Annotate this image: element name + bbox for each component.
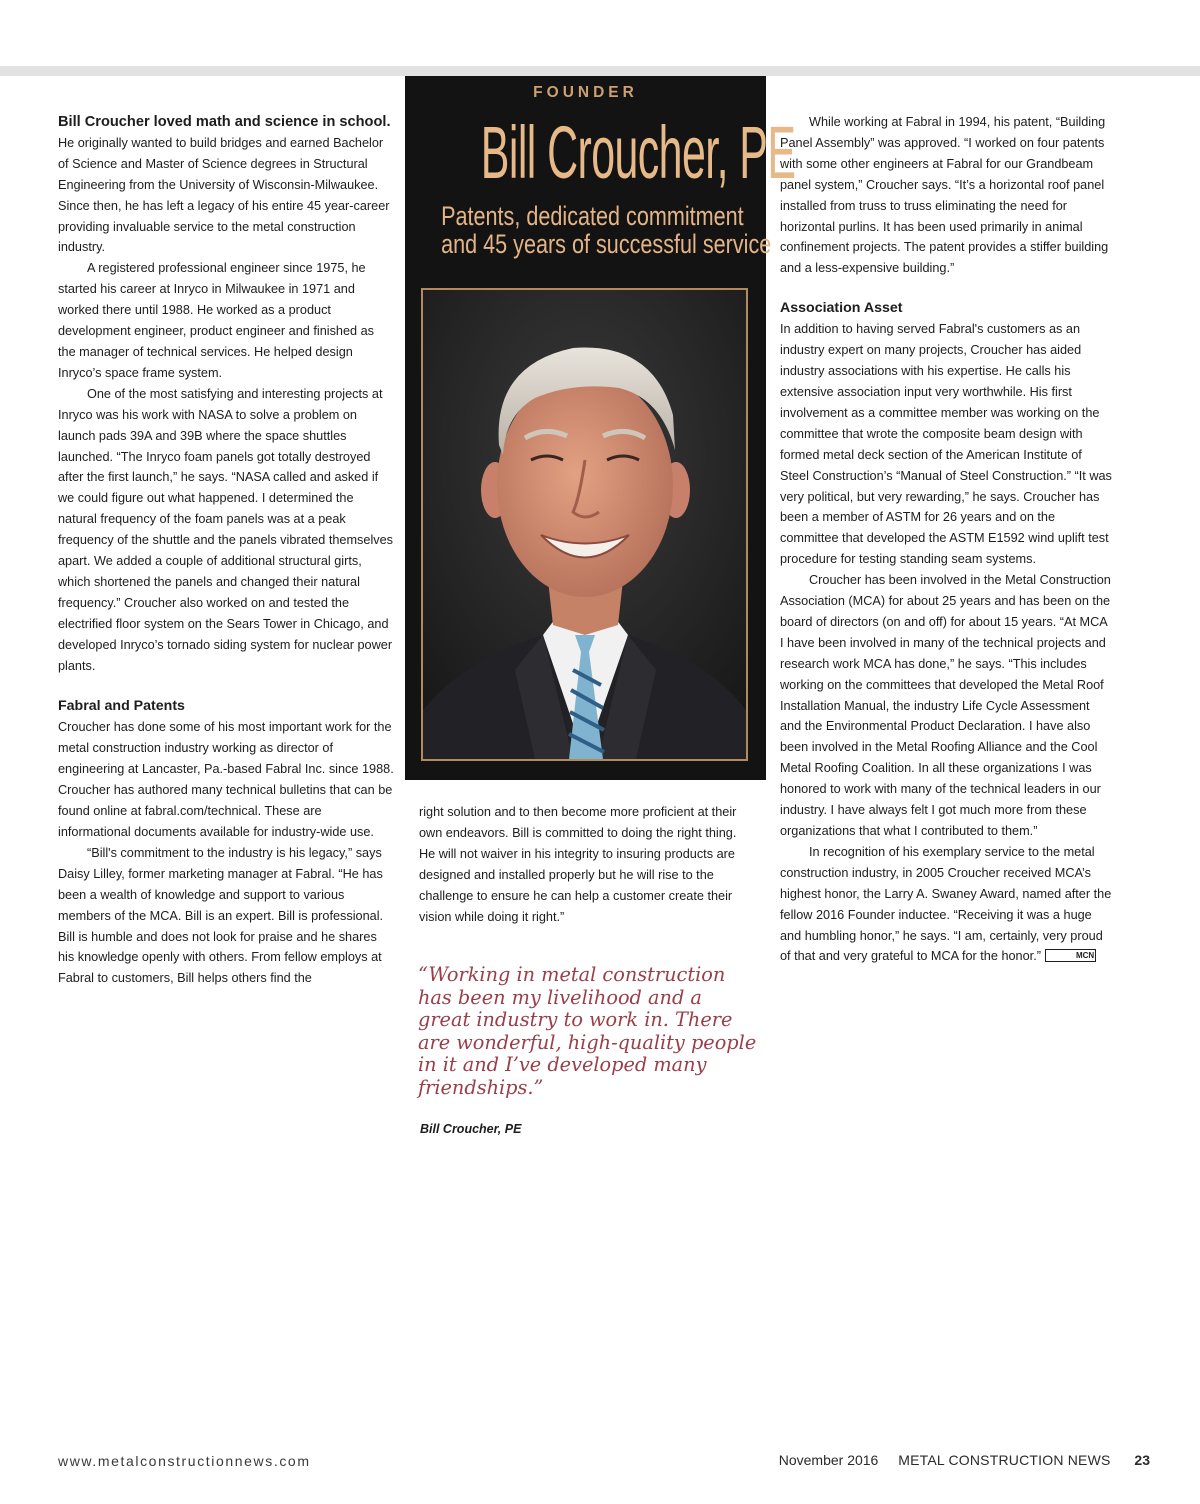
subhead-line: Patents, dedicated commitment [441, 201, 744, 231]
portrait-photo [421, 288, 748, 761]
kicker: FOUNDER [533, 84, 638, 101]
subhead [441, 201, 772, 259]
paragraph-text: He originally wanted to build bridges and earned Bachelor of Science and Master of Science degrees in Structural Engineering from the University of Wisconsin-Milwaukee. Since then, he has left a legacy of his entire 45 year-career providing invaluable service to the metal construction industry. [58, 135, 390, 255]
paragraph: One of the most satisfying and interesting projects at Inryco was his work with NASA to solve a problem on launch pads 39A and 39B where the space shuttles launched. “The Inryco foam panels got totally destroyed after the first launch,” he says. “NASA called and asked if we could figure out what happened. I determined the natural frequency of the foam panels was at a peak frequency of the shuttle and the panels vibrated themselves apart. We added a couple of additional structural girts, which shortened the panels and changed their natural frequency.” Croucher also worked on and tested the electrified floor system on the Sears Tower in Chicago, and developed Inryco’s tornado siding system for nuclear power plants. [58, 386, 394, 673]
issue-date: November 2016 [778, 1452, 879, 1468]
paragraph: A registered professional engineer since 1975, he started his career at Inryco in Milwaukee in 1971 and worked there until 1988. He worked as a product development engineer, product engineer and finished as the manager of technical services. He helped design Inryco’s space frame system. [58, 261, 375, 380]
paragraph: Croucher has been involved in the Metal Construction Association (MCA) for about 25 years and has been on the board of directors (on and off) for about 15 years. “At MCA I have been involved in many of the technical projects and research work MCA has done,” he says. “This includes working on the committees that developed the Metal Roof Installation Manual, the industry Life Cycle Assessment and the Environmental Product Declaration. I have also been involved in the Metal Roofing Alliance and the Cool Metal Roofing Coalition. In all these organizations I was honored to work with many of the technical leaders in our industry. I have always felt I got much more from these organizations that what I contributed to them.” [780, 573, 1111, 838]
section-heading-fabral: Fabral and Patents [58, 698, 185, 715]
portrait-illustration [423, 290, 746, 759]
lead-in: Bill Croucher loved math and science in school. [58, 114, 391, 130]
paragraph: “Bill's commitment to the industry is his legacy,” says Daisy Lilley, former marketing manager at Fabral. “He has been a wealth of knowledge and support to various members of the MCA. Bill is an expert. Bill is professional. Bill is humble and does not look for praise and he shares his knowledge openly with others. From fellow employs at Fabral to customers, Bill helps others find the [58, 845, 384, 986]
subhead-line: and 45 years of successful service [441, 229, 772, 259]
article-column-left [58, 112, 394, 989]
article-column-right [780, 112, 1114, 967]
footer-folio [779, 1452, 1150, 1468]
pull-quote-attribution: Bill Croucher, PE [420, 1122, 522, 1136]
article-column-middle [419, 802, 754, 927]
feature-header-box [405, 76, 796, 780]
final-paragraph [780, 842, 1114, 967]
paragraph: right solution and to then become more proficient at their own endeavors. Bill is committed to doing the right thing. He will not waiver in his integrity to insuring products are designed and installed properly but he will rise to the challenge to ensure he can help a customer create their vision while doing it right.” [419, 805, 737, 924]
intro-paragraph [58, 112, 394, 258]
publication-name: METAL CONSTRUCTION NEWS [898, 1452, 1111, 1468]
mcn-end-mark-icon: MCN [1045, 949, 1096, 962]
paragraph-text: In recognition of his exemplary service to the metal construction industry, in 2005 Croucher received MCA’s highest honor, the Larry A. Swaney Award, named after the fellow 2016 Founder inductee. “Receiving it was a huge and humbling honor,” he says. “I am, certainly, very proud of that and very grateful to MCA for the honor.” [780, 844, 1112, 964]
headline: Bill Croucher, PE [480, 111, 796, 194]
top-rule [0, 66, 1200, 76]
pull-quote: “Working in metal construction has been my livelihood and a great industry to work in. There are wonderful, high-quality people in it and I’ve developed many friendships.” [418, 963, 757, 1099]
page-number: 23 [1134, 1452, 1150, 1468]
paragraph: Croucher has done some of his most important work for the metal construction industry working as director of engineering at Lancaster, Pa.-based Fabral Inc. since 1988. Croucher has authored many technical bulletins that can be found online at fabral.com/technical. These are informational documents available for industry-wide use. [58, 720, 394, 839]
section-heading-association: Association Asset [780, 300, 903, 317]
paragraph: While working at Fabral in 1994, his patent, “Building Panel Assembly” was approved. “I worked on four patents with some other engineers at Fabral for our Grandbeam panel system,” Croucher says. “It’s a horizontal roof panel installed from truss to truss eliminating the need for horizontal purlins. It has been used primarily in animal confinement projects. The patent provides a stiffer building and a less-expensive building.” [780, 115, 1109, 276]
footer-website: www.metalconstructionnews.com [58, 1453, 311, 1469]
paragraph: In addition to having served Fabral's customers as an industry expert on many projects, Croucher has aided industry associations with his expertise. He calls his extensive association input very worthwhile. His first involvement as a committee member was working on the committee that wrote the composite beam design with formed metal deck section of the American Institute of Steel Construction’s “Manual of Steel Construction.” “It was very political, but very rewarding,” he says. Croucher has been a member of ASTM for 26 years and on the committee that developed the ASTM E1592 wind uplift test procedure for testing standing seam systems. [780, 322, 1112, 567]
